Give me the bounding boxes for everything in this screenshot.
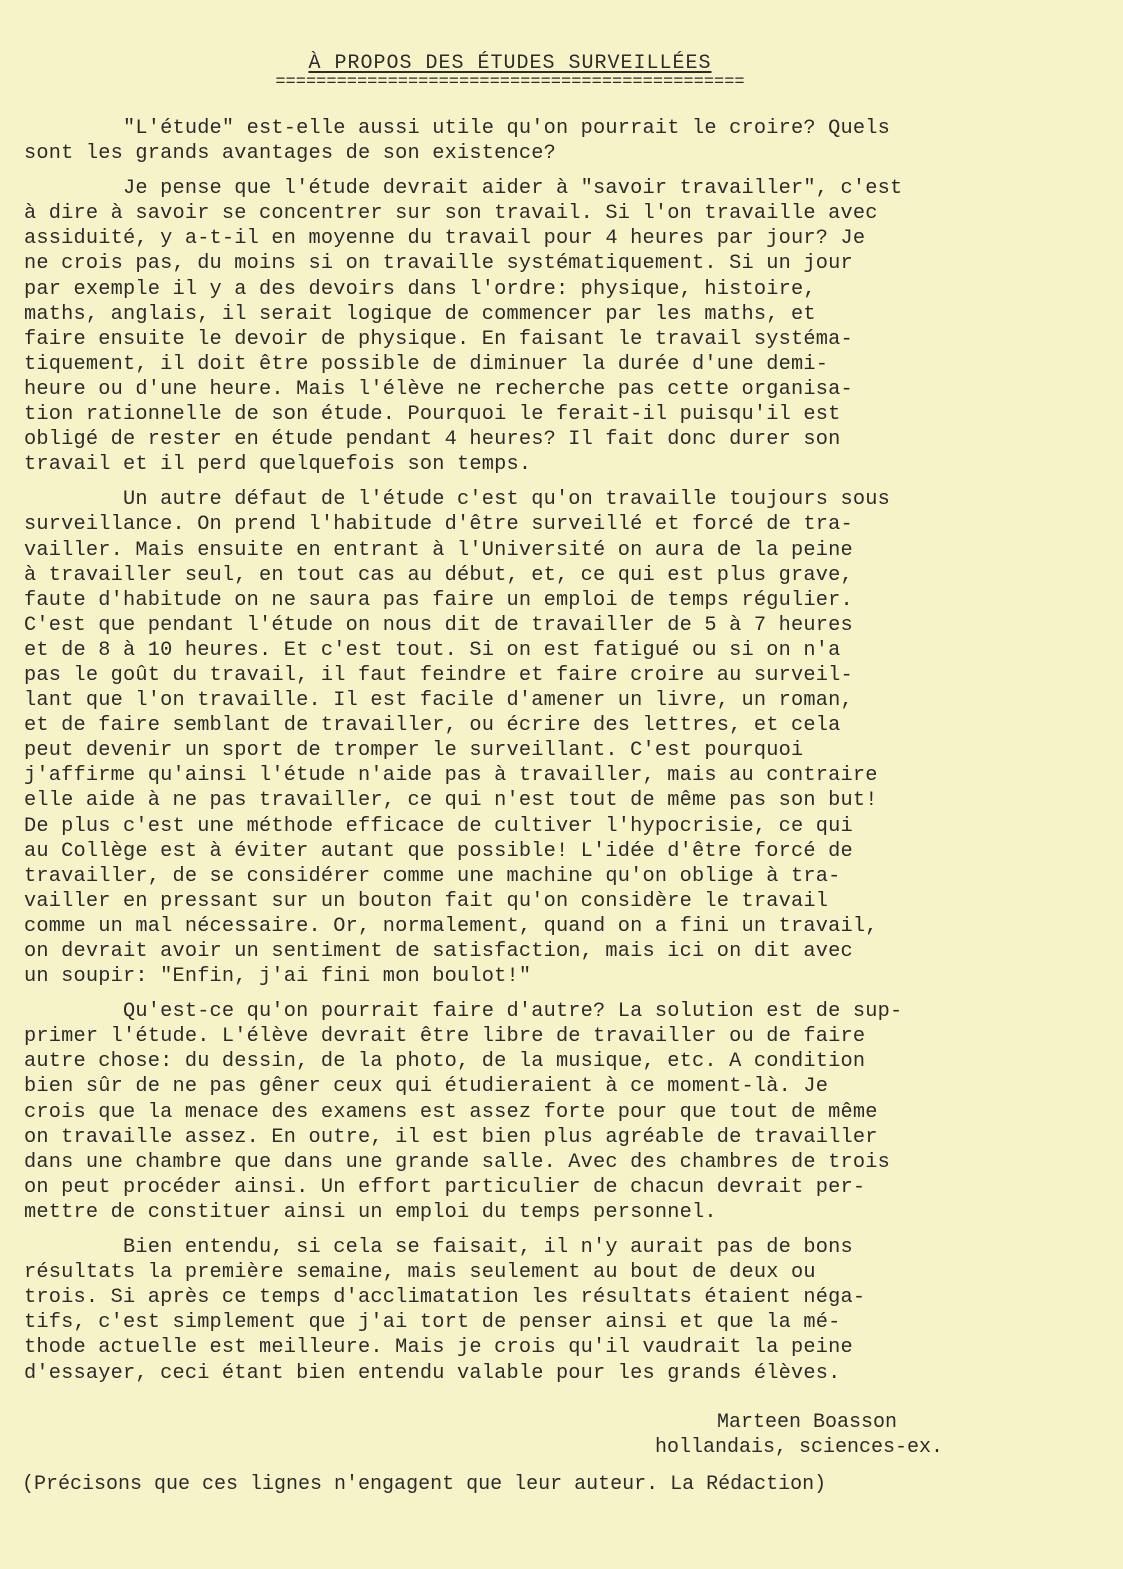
text-line: faute d'habitude on ne saura pas faire un emploi de temps régulier. xyxy=(24,588,853,612)
text-line: Bien entendu, si cela se faisait, il n'y aurait pas de bons xyxy=(24,1236,853,1260)
text-line: tiquement, il doit être possible de diminuer la durée d'une demi- xyxy=(24,352,829,376)
text-line: mettre de constituer ainsi un emploi du temps personnel. xyxy=(24,1200,717,1224)
text-line: tifs, c'est simplement que j'ai tort de penser ainsi et que la mé- xyxy=(24,1311,841,1335)
text-line: travailler, de se considérer comme une machine qu'on oblige à tra- xyxy=(24,864,841,888)
text-line: peut devenir un sport de tromper le surveillant. C'est pourquoi xyxy=(24,739,804,763)
text-line: dans une chambre que dans une grande salle. Avec des chambres de trois xyxy=(24,1150,890,1174)
text-line: pas le goût du travail, il faut feindre et faire croire au surveil- xyxy=(24,663,853,687)
author-name: Marteen Boasson xyxy=(717,1411,898,1434)
page-title: À PROPOS DES ÉTUDES SURVEILLÉES xyxy=(308,52,712,75)
text-line: comme un mal nécessaire. Or, normalement, quand on a fini un travail, xyxy=(24,914,878,938)
article-body xyxy=(24,116,1084,1396)
paragraph xyxy=(24,176,1084,477)
text-line: thode actuelle est meilleure. Mais je crois qu'il vaudrait la peine xyxy=(24,1336,853,1360)
text-line: par exemple il y a des devoirs dans l'ordre: physique, histoire, xyxy=(24,277,816,301)
text-line: maths, anglais, il serait logique de commencer par les maths, et xyxy=(24,302,816,326)
paragraph xyxy=(24,116,1084,166)
text-line: vailler. Mais ensuite en entrant à l'Université on aura de la peine xyxy=(24,538,853,562)
paragraph xyxy=(24,999,1084,1225)
text-line: résultats la première semaine, mais seulement au bout de deux ou xyxy=(24,1261,816,1285)
text-line: "L'étude" est-elle aussi utile qu'on pourrait le croire? Quels xyxy=(24,117,890,140)
text-line: tion rationnelle de son étude. Pourquoi le ferait-il puisqu'il est xyxy=(24,403,841,427)
text-line: et de faire semblant de travailler, ou écrire des lettres, et cela xyxy=(24,714,841,738)
text-line: heure ou d'une heure. Mais l'élève ne recherche pas cette organisa- xyxy=(24,377,853,401)
text-line: crois que la menace des examens est assez forte pour que tout de même xyxy=(24,1100,878,1124)
text-line: lant que l'on travaille. Il est facile d'amener un livre, un roman, xyxy=(24,689,853,713)
text-line: on devrait avoir un sentiment de satisfaction, mais ici on dit avec xyxy=(24,940,853,963)
text-line: De plus c'est une méthode efficace de cultiver l'hypocrisie, ce qui xyxy=(24,814,853,838)
text-line: obligé de rester en étude pendant 4 heures? Il fait donc durer son xyxy=(24,428,841,452)
text-line: assiduité, y a-t-il en moyenne du travail pour 4 heures par jour? Je xyxy=(24,227,866,251)
paragraph xyxy=(24,487,1084,989)
author-detail: hollandais, sciences-ex. xyxy=(655,1436,944,1459)
text-line: primer l'étude. L'élève devrait être libre de travailler ou de faire xyxy=(24,1025,866,1049)
text-line: à dire à savoir se concentrer sur son travail. Si l'on travaille avec xyxy=(24,202,878,226)
title-block xyxy=(180,52,840,90)
text-line: trois. Si après ce temps d'acclimatation les résultats étaient néga- xyxy=(24,1286,866,1310)
text-line: au Collège est à éviter autant que possible! L'idée d'être forcé de xyxy=(24,839,853,863)
text-line: ne crois pas, du moins si on travaille systématiquement. Si un jour xyxy=(24,252,853,276)
text-line: travail et il perd quelquefois son temps. xyxy=(24,453,532,477)
text-line: à travailler seul, en tout cas au début, et, ce qui est plus grave, xyxy=(24,563,853,587)
text-line: bien sûr de ne pas gêner ceux qui étudieraient à ce moment-là. Je xyxy=(24,1075,829,1099)
text-line: et de 8 à 10 heures. Et c'est tout. Si on est fatigué ou si on n'a xyxy=(24,638,841,662)
text-line: surveillance. On prend l'habitude d'être surveillé et forcé de tra- xyxy=(24,513,853,537)
text-line: C'est que pendant l'étude on nous dit de travailler de 5 à 7 heures xyxy=(24,613,853,637)
paragraph xyxy=(24,1235,1084,1386)
text-line: on travaille assez. En outre, il est bien plus agréable de travailler xyxy=(24,1125,878,1149)
title-rule: ============================================== xyxy=(275,76,745,90)
text-line: on peut procéder ainsi. Un effort particulier de chacun devrait per- xyxy=(24,1175,866,1199)
text-line: d'essayer, ceci étant bien entendu valable pour les grands élèves. xyxy=(24,1361,841,1385)
text-line: un soupir: "Enfin, j'ai fini mon boulot!" xyxy=(24,965,532,989)
text-line: faire ensuite le devoir de physique. En faisant le travail systéma- xyxy=(24,327,853,351)
signature-block xyxy=(655,1410,943,1460)
text-line: elle aide à ne pas travailler, ce qui n'est tout de même pas son but! xyxy=(24,789,878,813)
text-line: j'affirme qu'ainsi l'étude n'aide pas à travailler, mais au contraire xyxy=(24,764,878,788)
text-line: vailler en pressant sur un bouton fait qu'on considère le travail xyxy=(24,889,829,913)
text-line: Un autre défaut de l'étude c'est qu'on travaille toujours sous xyxy=(24,488,890,512)
editor-note: (Précisons que ces lignes n'engagent que leur auteur. La Rédaction) xyxy=(22,1473,827,1496)
text-line: autre chose: du dessin, de la photo, de la musique, etc. A condition xyxy=(24,1050,866,1074)
text-line: Je pense que l'étude devrait aider à "savoir travailler", c'est xyxy=(24,177,903,201)
text-line: Qu'est-ce qu'on pourrait faire d'autre? La solution est de sup- xyxy=(24,1000,903,1024)
text-line: sont les grands avantages de son existence? xyxy=(24,142,556,166)
